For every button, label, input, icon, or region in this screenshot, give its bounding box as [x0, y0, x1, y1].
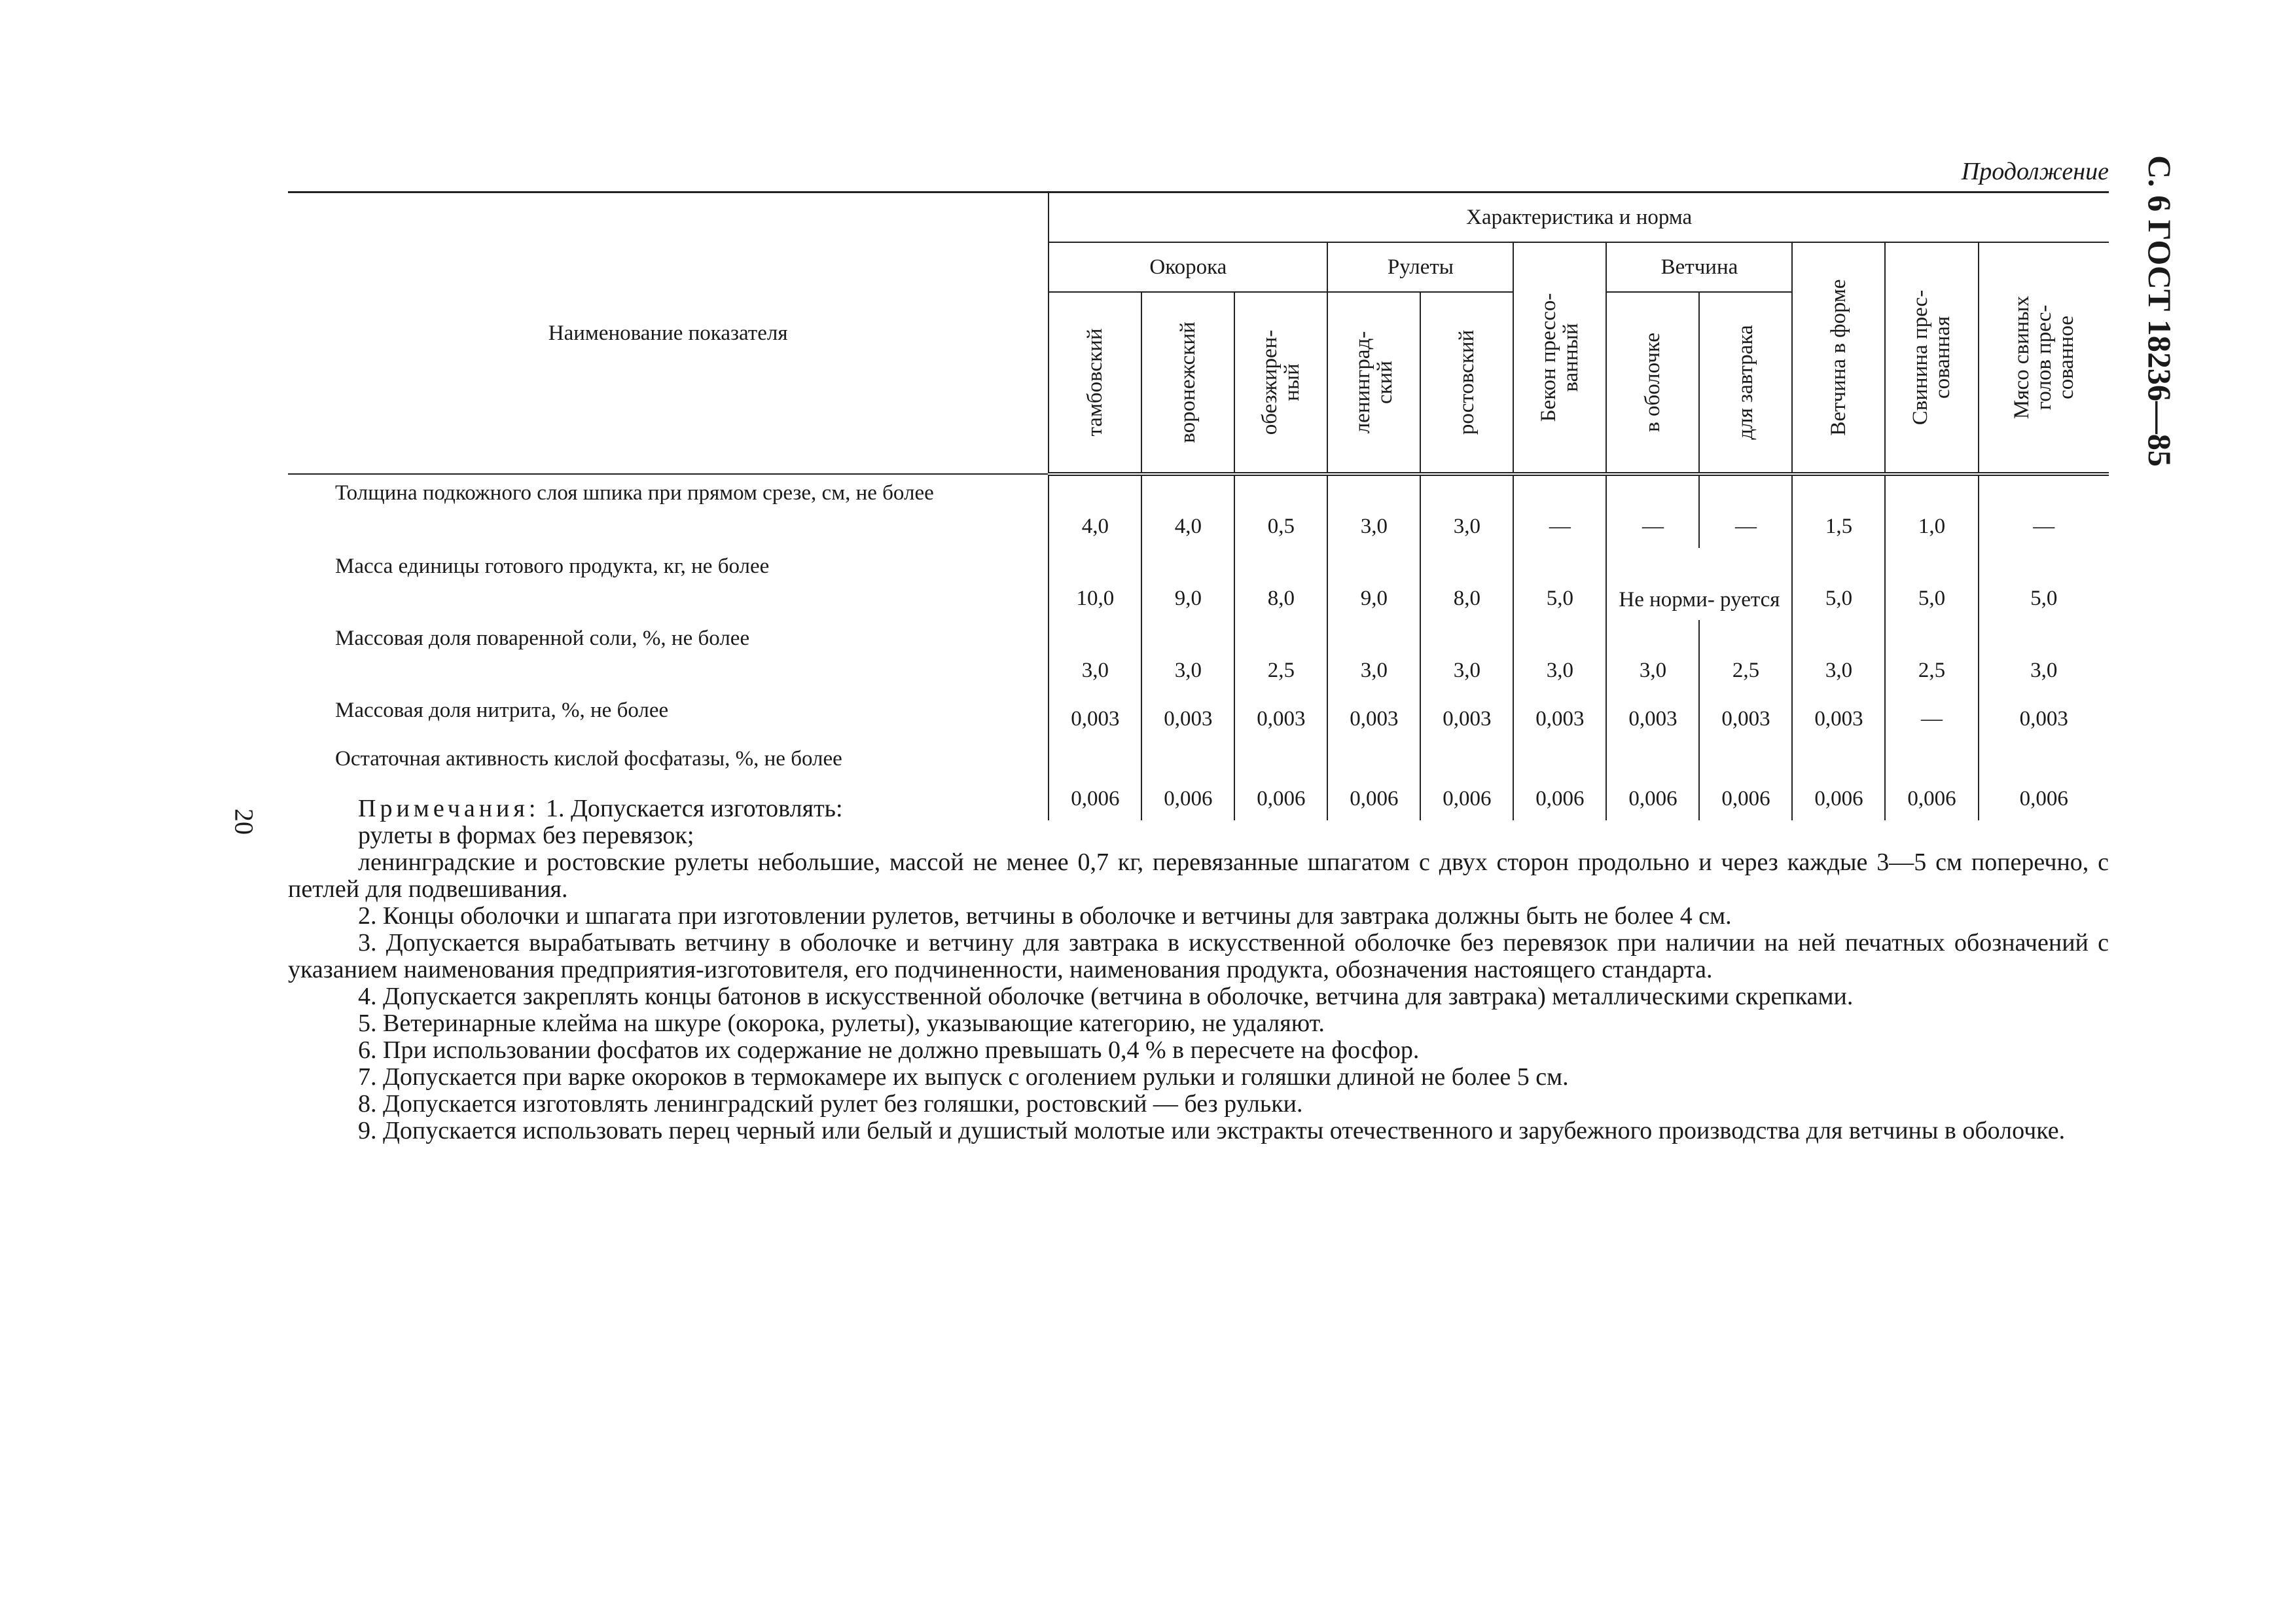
table-cell: 3,0	[1049, 620, 1141, 692]
table-cell: 0,006	[1327, 740, 1420, 820]
rostovsky-label: ростовский	[1455, 329, 1479, 435]
table-cell: 4,0	[1049, 474, 1141, 548]
table-cell: 0,003	[1327, 692, 1420, 740]
table-cell: —	[1513, 474, 1606, 548]
table-cell: 0,006	[1606, 740, 1699, 820]
v-obolochke-label: в оболочке	[1641, 333, 1665, 432]
table-cell: —	[1979, 474, 2109, 548]
row-name: Массовая доля поваренной соли, %, не более	[335, 627, 750, 650]
leningrad-line-2: ский	[1373, 361, 1397, 404]
column-header-v-obolochke	[1606, 292, 1699, 474]
column-header-svinina	[1885, 242, 1978, 474]
table-cell: 8,0	[1420, 548, 1513, 620]
table-cell: 0,003	[1234, 692, 1327, 740]
leningrad-line-1: ленинград-	[1351, 331, 1375, 434]
bekon-line-2: ванный	[1559, 323, 1583, 392]
table-cell: 0,003	[1420, 692, 1513, 740]
group-header-vetchina: Ветчина	[1606, 242, 1792, 292]
table-cell: 10,0	[1049, 548, 1141, 620]
row-name: Толщина подкожного слоя шпика при прямом срезе, см, не более	[335, 481, 934, 505]
note-4: 4. Допускается закреплять концы батонов в искусственной оболочке (ветчина в оболочке, ветчина для завтрака) металлическими скрепками.	[358, 983, 1854, 1010]
row-name: Остаточная активность кислой фосфатазы, %, не более	[335, 747, 842, 771]
note-7: 7. Допускается при варке окороков в термокамере их выпуск с оголением рульки и голяшки длиной не более 5 см.	[358, 1063, 1569, 1091]
row-name: Масса единицы готового продукта, кг, не более	[335, 555, 770, 578]
note-3: 3. Допускается вырабатывать ветчину в оболочке и ветчину для завтрака в искусственной оболочке без перевязок при наличии на ней печатных обозначений с указанием наименования предприятия-изготовителя, его подчиненности, наименования продукта, обозначения настоящего стандарта.	[288, 929, 2109, 983]
table-cell: 1,5	[1792, 474, 1885, 548]
column-header-rostovsky	[1420, 292, 1513, 474]
myaso-line-3: сованное	[2054, 316, 2078, 399]
table-cell: 2,5	[1699, 620, 1792, 692]
table-cell: 0,006	[1420, 740, 1513, 820]
svinina-line-1: Свинина прес-	[1909, 289, 1933, 426]
table-cell: 9,0	[1141, 548, 1234, 620]
group-header-okoroka: Окорока	[1049, 242, 1327, 292]
table-cell: 5,0	[1885, 548, 1978, 620]
table-cell: 0,006	[1513, 740, 1606, 820]
table-cell: 0,006	[1234, 740, 1327, 820]
table-cell: 0,003	[1513, 692, 1606, 740]
myaso-line-2: голов прес-	[2032, 304, 2056, 410]
page-number	[221, 799, 267, 845]
obezzhir-line-1: обезжирен-	[1258, 329, 1282, 435]
not-normalized-text: Не норми- руется	[1619, 588, 1780, 611]
side-page-header-text: С. 6 ГОСТ 18236—85	[2142, 155, 2178, 467]
table-cell: 3,0	[1327, 474, 1420, 548]
table-cell: 2,5	[1234, 620, 1327, 692]
note-8: 8. Допускается изготовлять ленинградский рулет без голяшки, ростовский — без рульки.	[358, 1090, 1303, 1118]
table-cell: 5,0	[1979, 548, 2109, 620]
column-header-leningradsky	[1327, 292, 1420, 474]
table-cell: 9,0	[1327, 548, 1420, 620]
table-cell: 5,0	[1513, 548, 1606, 620]
table-cell: 1,0	[1885, 474, 1978, 548]
table-cell: 0,003	[1699, 692, 1792, 740]
table-row	[288, 692, 2109, 740]
column-header-tambovsky	[1049, 292, 1141, 474]
table-row	[288, 548, 2109, 620]
note-5: 5. Ветеринарные клейма на шкуре (окорока, рулеты), указывающие категорию, не удаляют.	[358, 1010, 1325, 1037]
table-cell: 3,0	[1141, 620, 1234, 692]
note-9: 9. Допускается использовать перец черный или белый и душистый молотые или экстракты отечественного и зарубежного производства для ветчины в оболочке.	[358, 1117, 2066, 1144]
column-header-myaso	[1979, 242, 2109, 474]
column-header-vetchina-v-forme	[1792, 242, 1885, 474]
column-header-dlya-zavtraka	[1699, 292, 1792, 474]
continuation-label: Продолжение	[1961, 158, 2109, 185]
page-number-text: 20	[229, 809, 259, 835]
table-cell: 0,003	[1606, 692, 1699, 740]
table-cell: —	[1885, 692, 1978, 740]
voronezhsky-label: воронежский	[1176, 321, 1200, 443]
table-cell: 0,003	[1979, 692, 2109, 740]
myaso-line-1: Мясо свиных	[2009, 295, 2034, 420]
column-header-bekon	[1513, 242, 1606, 474]
table-cell: 0,006	[1699, 740, 1792, 820]
table-cell: 3,0	[1606, 620, 1699, 692]
table-cell: 0,003	[1141, 692, 1234, 740]
side-page-header	[2124, 157, 2196, 465]
table-cell-merged	[1606, 548, 1792, 620]
table-cell: 3,0	[1979, 620, 2109, 692]
table-cell: 3,0	[1420, 474, 1513, 548]
table-cell: 8,0	[1234, 548, 1327, 620]
svinina-line-2: сованная	[1931, 316, 1955, 399]
note-2: 2. Концы оболочки и шпагата при изготовлении рулетов, ветчины в оболочке и ветчины для завтрака должны быть не более 4 см.	[358, 902, 1732, 930]
specification-table	[288, 191, 2109, 820]
table-cell: —	[1606, 474, 1699, 548]
note-1	[288, 795, 2109, 822]
table-cell: 4,0	[1141, 474, 1234, 548]
dlya-zavtraka-label: для завтрака	[1734, 325, 1758, 440]
note-1-text: 1. Допускается изготовлять:	[545, 795, 843, 822]
table-cell: 0,5	[1234, 474, 1327, 548]
column-header-voronezhsky	[1141, 292, 1234, 474]
column-header-indicator-name: Наименование показателя	[288, 192, 1049, 475]
table-cell: 0,006	[1792, 740, 1885, 820]
table-cell: 3,0	[1792, 620, 1885, 692]
table-cell: 2,5	[1885, 620, 1978, 692]
note-1a: рулеты в формах без перевязок;	[358, 822, 694, 849]
group-header-rulety: Рулеты	[1327, 242, 1513, 292]
column-header-characteristic: Характеристика и норма	[1049, 192, 2109, 243]
table-cell: 3,0	[1513, 620, 1606, 692]
table-cell: 0,006	[1979, 740, 2109, 820]
vetchina-v-forme-label: Ветчина в форме	[1827, 279, 1851, 436]
table-cell: 3,0	[1420, 620, 1513, 692]
notes-section	[288, 795, 2109, 1144]
table-cell: 0,006	[1049, 740, 1141, 820]
bekon-line-1: Бекон прессо-	[1537, 293, 1561, 422]
row-name: Массовая доля нитрита, %, не более	[335, 699, 669, 722]
table-cell: —	[1699, 474, 1792, 548]
column-header-obezzhirenny	[1234, 292, 1327, 474]
table-cell: 0,006	[1885, 740, 1978, 820]
table-row	[288, 620, 2109, 692]
notes-title: Примечания:	[358, 795, 540, 822]
table-cell: 0,003	[1049, 692, 1141, 740]
note-6: 6. При использовании фосфатов их содержание не должно превышать 0,4 % в пересчете на фосфор.	[358, 1036, 1420, 1064]
table-cell: 5,0	[1792, 548, 1885, 620]
tambovsky-label: тамбовский	[1083, 328, 1107, 437]
note-1b: ленинградские и ростовские рулеты небольшие, массой не менее 0,7 кг, перевязанные шпагатом с двух сторон продольно и через каждые 3—5 см поперечно, с петлей для подвешивания.	[288, 848, 2109, 903]
table-cell: 0,003	[1792, 692, 1885, 740]
table-row	[288, 474, 2109, 548]
obezzhir-line-2: ный	[1280, 363, 1304, 401]
table-cell: 0,006	[1141, 740, 1234, 820]
table-cell: 3,0	[1327, 620, 1420, 692]
